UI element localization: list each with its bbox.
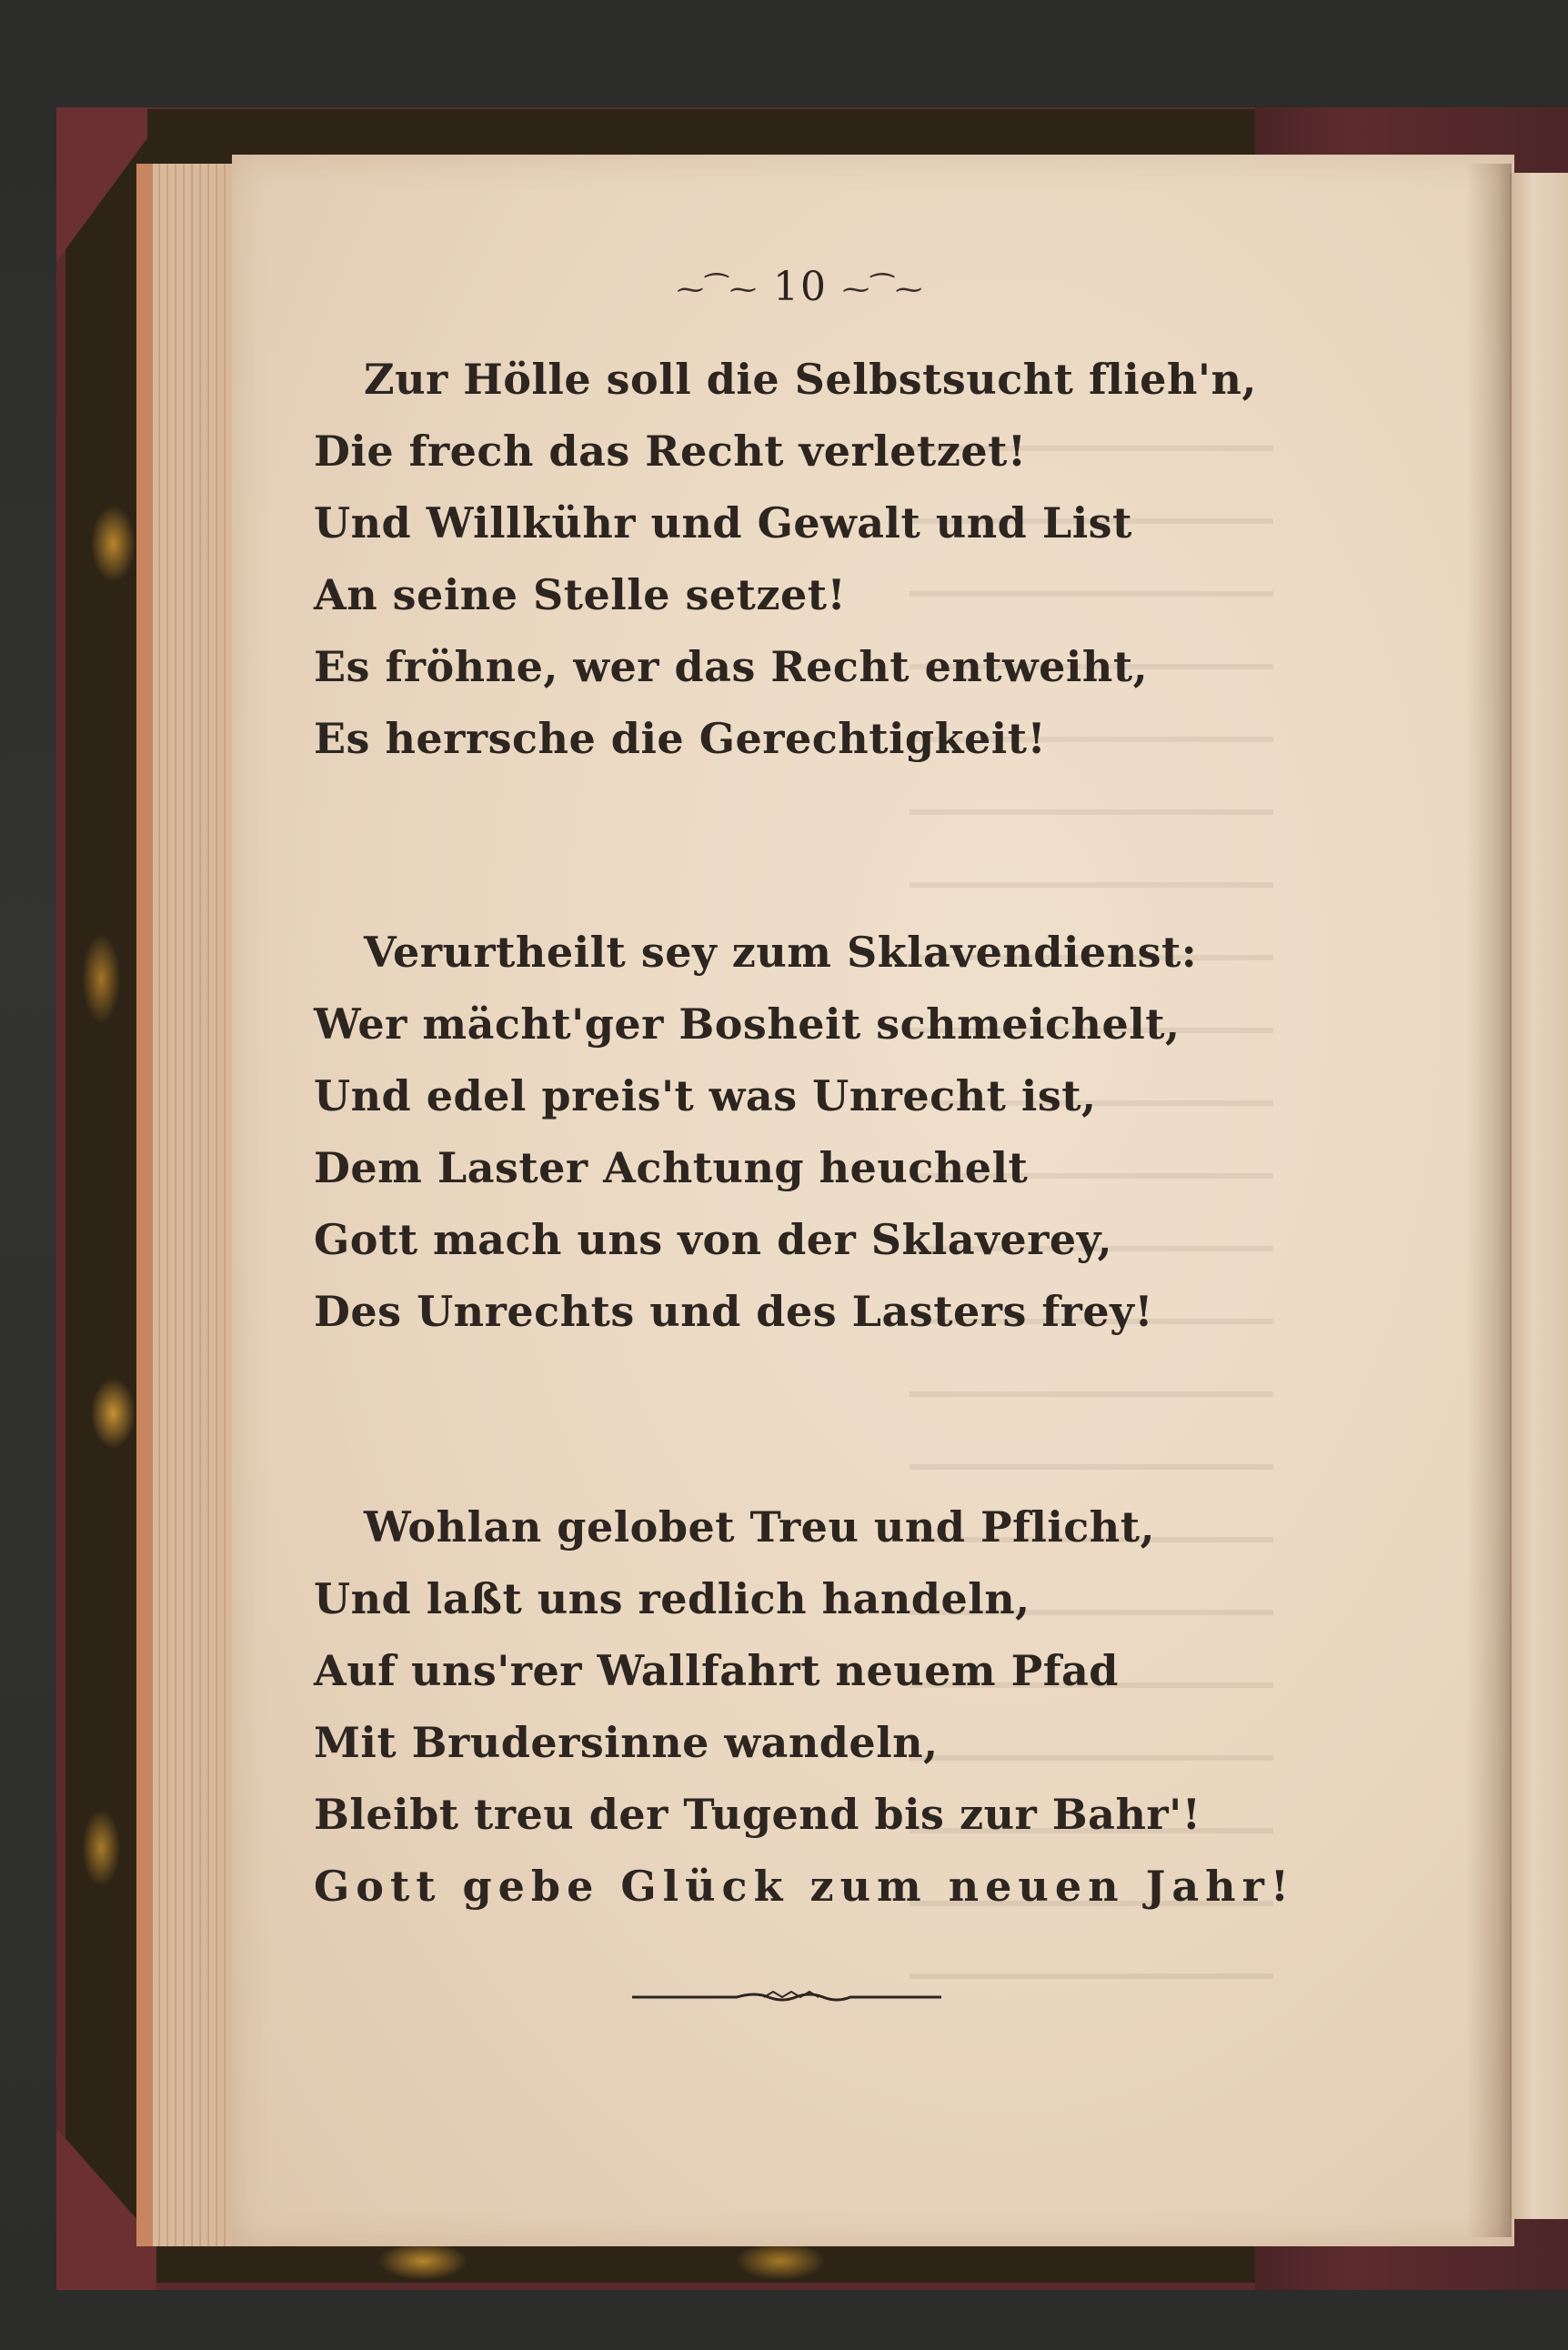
verse-line: Die frech das Recht verletzet! [314, 427, 1027, 476]
ornament-right-icon: ⁓⁀⁓ [842, 274, 925, 306]
verse-line: Bleibt treu der Tugend bis zur Bahr'! [314, 1790, 1201, 1839]
verse-line: Wer mächt'ger Bosheit schmeichelt, [314, 999, 1181, 1049]
verse-line: An seine Stelle setzet! [314, 570, 847, 619]
page-number-header [637, 264, 964, 310]
ornamental-rule-icon [628, 1988, 946, 2006]
verse-line: Mit Brudersinne wandeln, [314, 1718, 939, 1767]
page-gutter [1466, 164, 1512, 2237]
verse-line: Und laßt uns redlich handeln, [314, 1574, 1030, 1623]
verse-line: Zur Hölle soll die Selbstsucht flieh'n, [364, 355, 1257, 404]
verse-line: Und edel preis't was Unrecht ist, [314, 1071, 1097, 1120]
verse-line: Des Unrechts und des Lasters frey! [314, 1287, 1154, 1336]
verse-line: Verurtheilt sey zum Sklavendienst: [364, 928, 1198, 977]
stanza [314, 917, 1314, 1348]
page-number: 10 [773, 264, 828, 310]
verse-line: Wohlan gelobet Treu und Pflicht, [364, 1502, 1156, 1552]
facing-page-edge [1510, 173, 1568, 2219]
verse-line: Gott gebe Glück zum neuen Jahr! [314, 1862, 1296, 1911]
verse-line: Auf uns'rer Wallfahrt neuem Pfad [314, 1646, 1119, 1695]
stanza [314, 1491, 1314, 1923]
ornament-left-icon: ⁓⁀⁓ [676, 274, 759, 306]
verse-line: Es fröhne, wer das Recht entweiht, [314, 642, 1149, 691]
stanza [314, 344, 1314, 775]
verse-line: Es herrsche die Gerechtigkeit! [314, 714, 1047, 763]
verse-line: Gott mach uns von der Sklaverey, [314, 1215, 1112, 1264]
verse-line: Dem Laster Achtung heuchelt [314, 1143, 1029, 1192]
verse-line: Und Willkühr und Gewalt und List [314, 498, 1132, 547]
